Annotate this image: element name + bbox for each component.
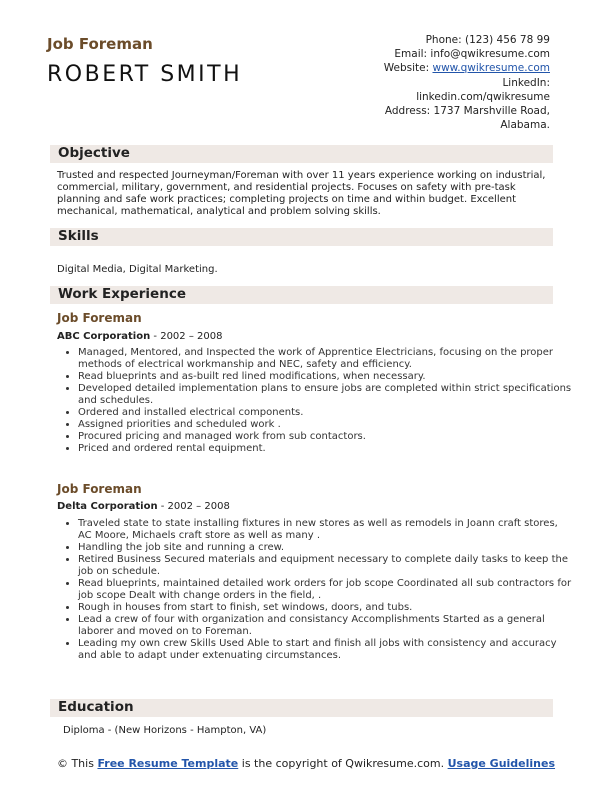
list-item: • Read blueprints and as-built red lined modifications, when necessary. (78, 371, 574, 383)
education-text: Diploma - (New Horizons - Hampton, VA) (63, 725, 267, 736)
footer (0, 757, 612, 770)
work-heading: Work Experience (58, 286, 186, 302)
list-item: • Handling the job site and running a crew. (78, 542, 574, 554)
usage-guidelines-link[interactable]: Usage Guidelines (447, 757, 556, 770)
experience-2-company: Delta Corporation (57, 501, 158, 512)
contact-address-2: Alabama. (500, 119, 550, 132)
list-item: • Rough in houses from start to finish, set windows, doors, and tubs. (78, 602, 574, 614)
website-link[interactable]: www.qwikresume.com (432, 62, 550, 75)
list-item: • Retired Business Secured materials and equipment necessary to complete daily tasks to keep the job on schedule. (78, 554, 574, 578)
job-title-header: Job Foreman (47, 35, 153, 53)
list-item: • Procured pricing and managed work from sub contactors. (78, 431, 574, 443)
experience-2-title: Job Foreman (57, 482, 142, 496)
contact-email: Email: info@qwikresume.com (394, 48, 550, 61)
contact-address-1: Address: 1737 Marshville Road, (384, 105, 550, 118)
footer-middle: is the copyright of Qwikresume.com. (238, 757, 448, 770)
contact-linkedin-value: linkedin.com/qwikresume (416, 90, 550, 103)
list-item: • Traveled state to state installing fixtures in new stores as well as remodels in Joann craft stores, AC Moore, Michaels craft store as well as many . (78, 518, 574, 542)
objective-text: Trusted and respected Journeyman/Foreman with over 11 years experience working on industrial, commercial, military, government, and residential projects. Focuses on safety with pre-task planning and safe work practices; completing projects on time and within budget. Excellent mechanical, mathematical, analytical and problem solving skills. (57, 170, 546, 217)
list-item: • Lead a crew of four with organization and consistancy Accomplishments Started as a general laborer and moved on to Foreman. (78, 614, 574, 638)
footer-prefix: © This (56, 757, 98, 770)
experience-1-bullets (57, 347, 574, 455)
skills-heading: Skills (58, 228, 99, 244)
list-item: • Developed detailed implementation plans to ensure jobs are completed within strict specifications and schedules. (78, 383, 574, 407)
contact-block (350, 33, 550, 132)
website-label: Website: (383, 62, 433, 75)
experience-2-dates: - 2002 – 2008 (157, 501, 230, 512)
experience-1-dates: - 2002 – 2008 (150, 331, 223, 342)
experience-1-company-line (57, 331, 222, 342)
education-heading: Education (58, 699, 134, 715)
list-item: • Managed, Mentored, and Inspected the work of Apprentice Electricians, focusing on the proper methods of electrical workmanship and NEC, safety and efficiency. (78, 347, 574, 371)
candidate-name: ROBERT SMITH (47, 62, 243, 87)
experience-1-title: Job Foreman (57, 311, 142, 325)
list-item: • Assigned priorities and scheduled work . (78, 419, 574, 431)
free-resume-template-link[interactable]: Free Resume Template (97, 757, 239, 770)
list-item: • Leading my own crew Skills Used Able to start and finish all jobs with consistency and accuracy and able to adapt under extenuating circumstances. (78, 638, 574, 662)
skills-section-bar (50, 228, 553, 246)
experience-2-company-line (57, 501, 230, 512)
contact-linkedin-label: LinkedIn: (502, 76, 550, 89)
objective-heading: Objective (58, 145, 130, 161)
experience-1-company: ABC Corporation (57, 331, 151, 342)
list-item: • Read blueprints, maintained detailed work orders for job scope Coordinated all sub contractors for job scope Dealt with change orders in the field, . (78, 578, 574, 602)
skills-text: Digital Media, Digital Marketing. (57, 264, 218, 275)
contact-phone: Phone: (123) 456 78 99 (425, 34, 550, 46)
list-item: • Ordered and installed electrical components. (78, 407, 574, 419)
experience-2-bullets (57, 518, 574, 662)
list-item: • Priced and ordered rental equipment. (78, 443, 574, 455)
contact-website (350, 61, 550, 75)
